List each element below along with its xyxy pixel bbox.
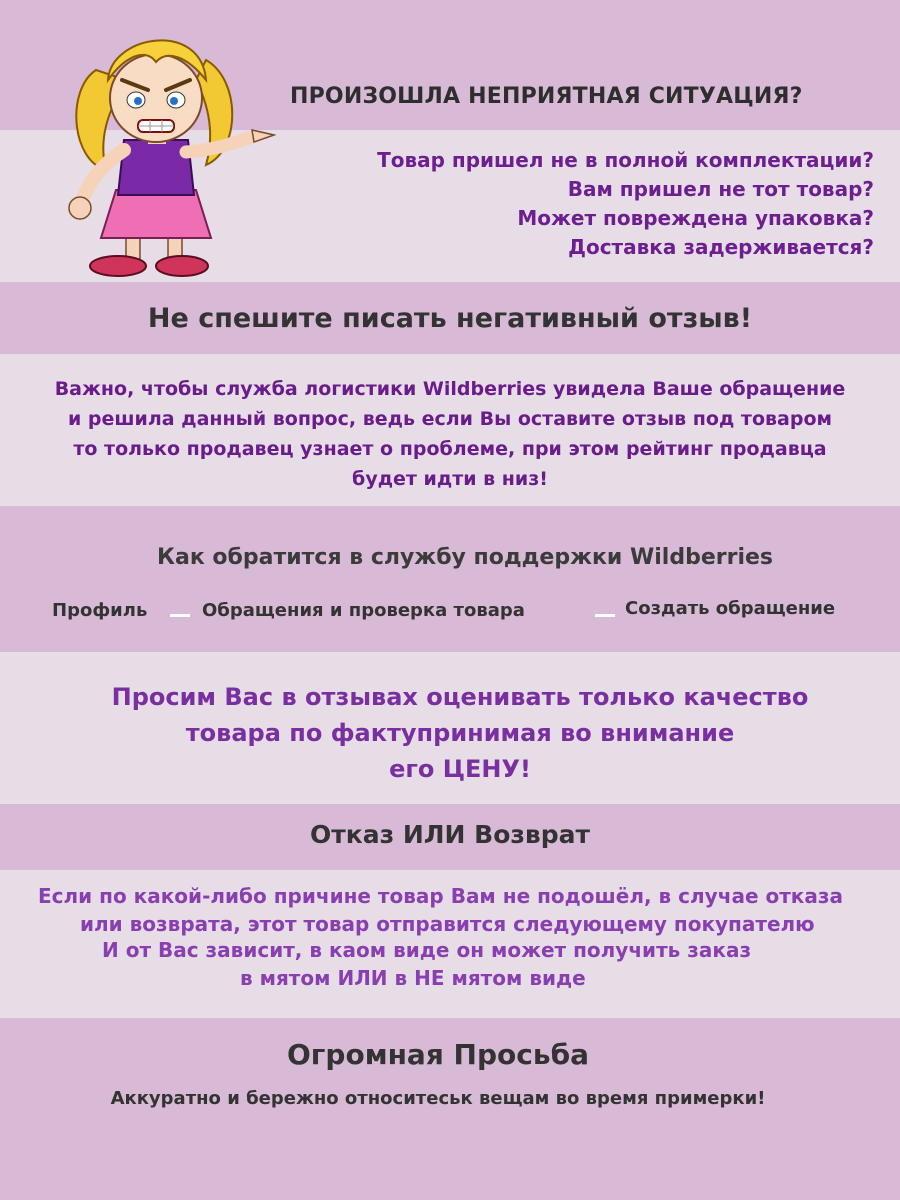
refusal-line: И от Вас зависит, в каом виде он может получить заказ (102, 938, 752, 962)
warning-title: Не спешите писать негативный отзыв! (147, 303, 753, 334)
path-step-appeals: Обращения и проверка товара (202, 600, 525, 621)
path-step-create: Создать обращение (625, 598, 836, 619)
question-line: Товар пришел не в полной комплектации? (377, 148, 874, 172)
refusal-line: в мятом ИЛИ в НЕ мятом виде (240, 966, 586, 990)
angry-girl-pointing-icon (56, 10, 276, 282)
refusal-line: Если по какой-либо причине товар Вам не подошёл, в случае отказа (38, 884, 843, 908)
support-band (0, 506, 900, 652)
refusal-line: или возврата, этот товар отправится следующему покупателю (80, 912, 815, 936)
support-title: Как обратится в службу поддержки Wildberries (157, 545, 773, 570)
question-line: Доставка задерживается? (568, 235, 874, 259)
importance-line: то только продавец узнает о проблеме, при этом рейтинг продавца (73, 438, 827, 460)
importance-line: Важно, чтобы служба логистики Wildberries увидела Ваше обращение (54, 378, 846, 400)
request-line: его ЦЕНУ! (389, 755, 531, 783)
request-line: Просим Вас в отзывах оценивать только качество (111, 683, 809, 711)
question-line: Может повреждена упаковка? (517, 206, 874, 230)
refusal-title: Отказ ИЛИ Возврат (310, 820, 590, 849)
situation-title: ПРОИЗОШЛА НЕПРИЯТНАЯ СИТУАЦИЯ? (290, 84, 803, 109)
request-line: товара по фактупринимая во внимание (185, 719, 735, 747)
importance-line: будет идти в низ! (352, 468, 548, 490)
plea-text: Аккуратно и бережно относитеськ вещам во время примерки! (110, 1088, 766, 1109)
path-step-profile: Профиль (52, 600, 148, 621)
path-separator (595, 614, 615, 617)
importance-line: и решила данный вопрос, ведь если Вы оставите отзыв под товаром (67, 408, 833, 430)
question-line: Вам пришел не тот товар? (567, 177, 874, 201)
plea-title: Огромная Просьба (286, 1038, 590, 1071)
path-separator (170, 614, 190, 617)
